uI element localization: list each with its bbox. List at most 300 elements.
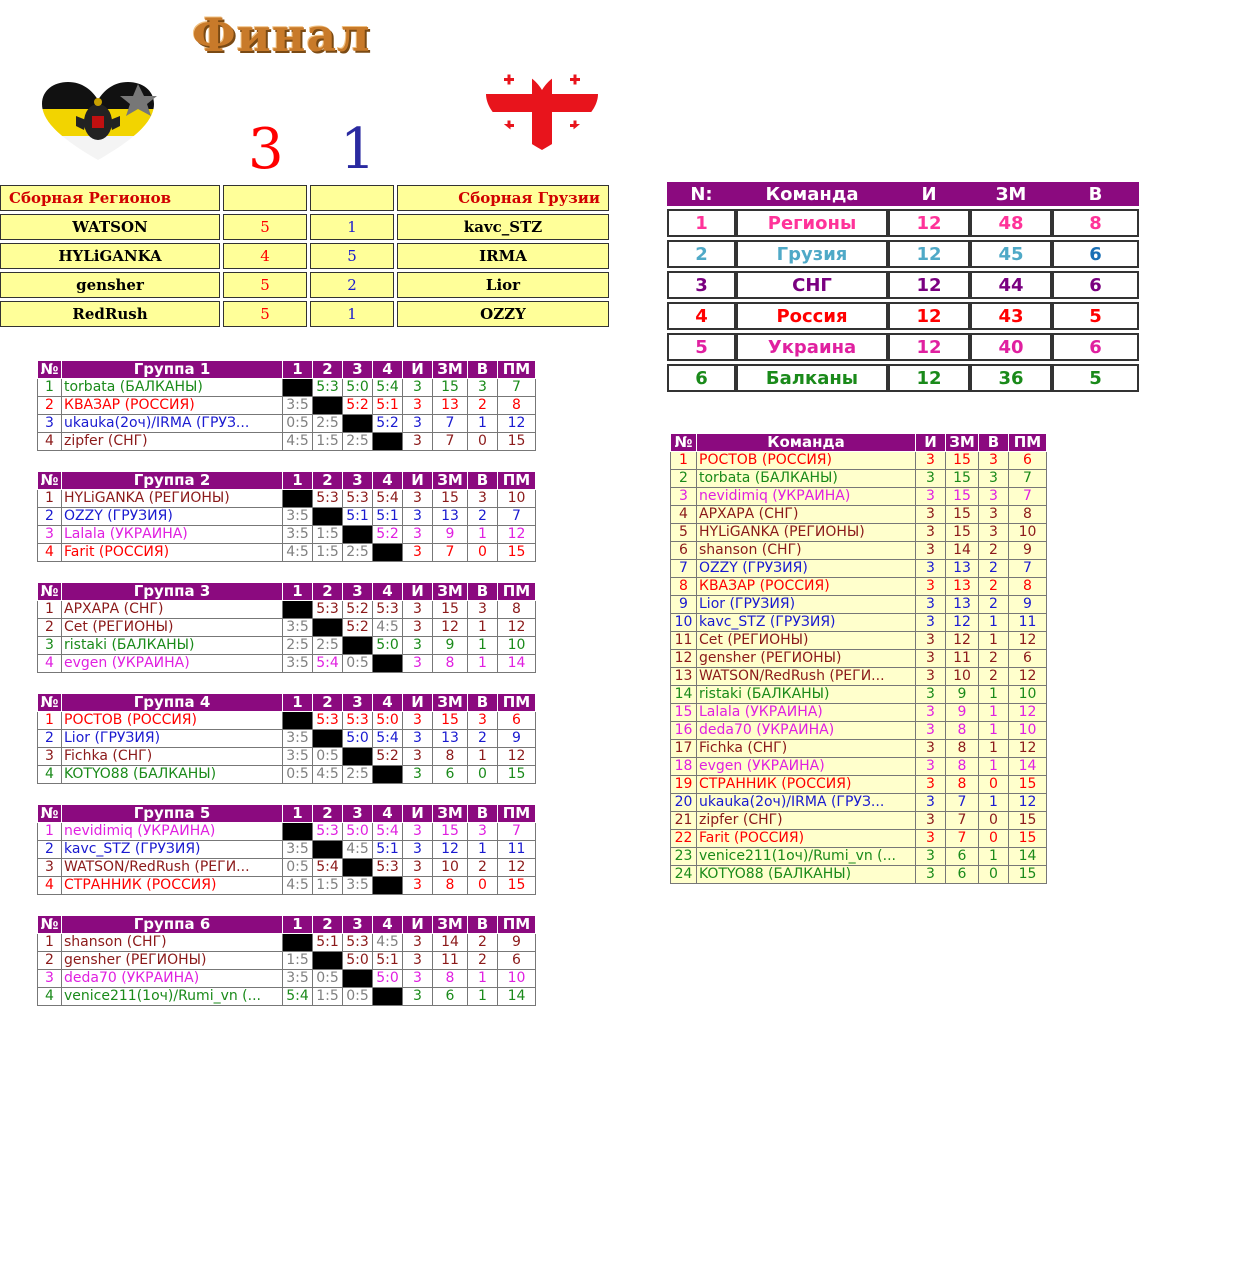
rank-number: 2: [671, 470, 697, 488]
match-score-cell: 5:4: [373, 379, 403, 397]
rank-number: 5: [667, 333, 736, 361]
match-score-cell: 0:5: [283, 859, 313, 877]
match-score-cell: 5:0: [373, 637, 403, 655]
player-name: ristaki (БАЛКАНЫ): [62, 637, 283, 655]
match-score-cell: 5:3: [373, 859, 403, 877]
ranking-row: [671, 686, 1047, 704]
column-header: 2: [313, 805, 343, 823]
standings-row: [667, 271, 1139, 299]
player-name: OZZY (ГРУЗИЯ): [697, 560, 916, 578]
rank-number: 3: [667, 271, 736, 299]
page-title: Финал: [192, 8, 371, 62]
group-player-row: [38, 841, 536, 859]
wins: 1: [468, 748, 498, 766]
wins: 1: [468, 415, 498, 433]
games-played: 12: [888, 271, 970, 299]
team-name: СНГ: [736, 271, 888, 299]
column-header: 1: [283, 583, 313, 601]
self-match-cell: [313, 952, 343, 970]
games-played: 3: [916, 578, 946, 596]
group-title: Группа 4: [62, 694, 283, 712]
score-right: 1: [340, 117, 376, 182]
points-missed: 12: [498, 415, 536, 433]
wins: 3: [468, 823, 498, 841]
games-played: 3: [403, 934, 433, 952]
points-missed: 15: [1009, 830, 1047, 848]
player-name: Fichka (СНГ): [697, 740, 916, 758]
points-scored: 15: [946, 506, 979, 524]
points-scored: 13: [433, 397, 468, 415]
match-score-cell: 4:5: [343, 841, 373, 859]
match-score-cell: 4:5: [283, 544, 313, 562]
player-name: kavc_STZ (ГРУЗИЯ): [62, 841, 283, 859]
points-scored: 15: [433, 601, 468, 619]
games-played: 3: [916, 830, 946, 848]
points-scored: 15: [946, 452, 979, 470]
games-played: 3: [916, 686, 946, 704]
group-player-row: [38, 415, 536, 433]
group-player-row: [38, 619, 536, 637]
player-left: gensher: [0, 272, 220, 298]
match-score-cell: 5:4: [373, 490, 403, 508]
rank-number: 7: [671, 560, 697, 578]
ranking-row: [671, 704, 1047, 722]
rank-number: 1: [671, 452, 697, 470]
points-scored: 13: [946, 596, 979, 614]
player-name: Lalala (УКРАИНА): [62, 526, 283, 544]
player-name: ristaki (БАЛКАНЫ): [697, 686, 916, 704]
row-number: 2: [38, 508, 62, 526]
points-scored: 15: [946, 524, 979, 542]
games-played: 3: [916, 524, 946, 542]
column-header: 4: [373, 694, 403, 712]
player-name: Lalala (УКРАИНА): [697, 704, 916, 722]
games-played: 3: [916, 722, 946, 740]
score-left-cell: 5: [223, 301, 307, 327]
points-missed: 7: [1009, 560, 1047, 578]
match-score-cell: 5:0: [343, 379, 373, 397]
wins: 2: [979, 560, 1009, 578]
points-scored: 15: [946, 488, 979, 506]
player-name: Cet (РЕГИОНЫ): [62, 619, 283, 637]
points-scored: 9: [433, 637, 468, 655]
points-scored: 6: [433, 988, 468, 1006]
games-played: 3: [403, 877, 433, 895]
games-played: 3: [916, 560, 946, 578]
wins: 6: [1052, 271, 1139, 299]
points-missed: 10: [498, 970, 536, 988]
score-right-cell: 2: [310, 272, 394, 298]
points-missed: 12: [1009, 632, 1047, 650]
ranking-row: [671, 740, 1047, 758]
wins: 6: [1052, 240, 1139, 268]
column-header: ПМ: [498, 472, 536, 490]
rank-number: 24: [671, 866, 697, 884]
points-scored: 8: [946, 776, 979, 794]
row-number: 1: [38, 490, 62, 508]
team-name: Балканы: [736, 364, 888, 392]
points-missed: 7: [1009, 470, 1047, 488]
column-header: В: [468, 694, 498, 712]
games-played: 3: [403, 952, 433, 970]
column-header: И: [916, 434, 946, 452]
column-header: В: [468, 472, 498, 490]
team-name: Регионы: [736, 209, 888, 237]
final-header-row: [0, 185, 609, 211]
points-missed: 7: [498, 508, 536, 526]
points-missed: 7: [498, 379, 536, 397]
column-header: 4: [373, 805, 403, 823]
rank-number: 3: [671, 488, 697, 506]
row-number: 1: [38, 601, 62, 619]
wins: 1: [979, 722, 1009, 740]
match-score-cell: 5:1: [313, 934, 343, 952]
wins: 3: [979, 470, 1009, 488]
games-played: 3: [403, 988, 433, 1006]
games-played: 3: [403, 601, 433, 619]
wins: 0: [468, 877, 498, 895]
group-header-row: [38, 916, 536, 934]
ranking-row: [671, 722, 1047, 740]
match-score-cell: 5:3: [343, 490, 373, 508]
points-scored: 12: [946, 614, 979, 632]
wins: 1: [979, 632, 1009, 650]
player-name: WATSON/RedRush (РЕГИ...: [62, 859, 283, 877]
rank-number: 6: [667, 364, 736, 392]
match-score-cell: 2:5: [343, 766, 373, 784]
wins: 1: [979, 686, 1009, 704]
column-header: №: [38, 805, 62, 823]
player-name: zipfer (СНГ): [62, 433, 283, 451]
column-header: ПМ: [498, 805, 536, 823]
player-name: КВАЗАР (РОССИЯ): [62, 397, 283, 415]
wins: 3: [468, 379, 498, 397]
points-missed: 9: [498, 730, 536, 748]
row-number: 4: [38, 655, 62, 673]
games-played: 3: [916, 506, 946, 524]
points-missed: 12: [498, 526, 536, 544]
group-header-row: [38, 361, 536, 379]
match-score-cell: 5:3: [343, 712, 373, 730]
row-number: 1: [38, 823, 62, 841]
column-header: В: [468, 583, 498, 601]
group-title: Группа 6: [62, 916, 283, 934]
row-number: 4: [38, 766, 62, 784]
column-header: N:: [667, 182, 736, 206]
ranking-row: [671, 488, 1047, 506]
player-right: OZZY: [397, 301, 609, 327]
games-played: 12: [888, 302, 970, 330]
player-name: evgen (УКРАИНА): [697, 758, 916, 776]
team-name: Грузия: [736, 240, 888, 268]
score-left: 3: [248, 117, 284, 182]
games-played: 12: [888, 240, 970, 268]
points-scored: 6: [946, 866, 979, 884]
match-score-cell: 1:5: [313, 544, 343, 562]
player-name: Farit (РОССИЯ): [62, 544, 283, 562]
games-played: 3: [916, 668, 946, 686]
standings-row: [667, 364, 1139, 392]
group-player-row: [38, 544, 536, 562]
group-title: Группа 1: [62, 361, 283, 379]
match-score-cell: 4:5: [373, 934, 403, 952]
points-scored: 9: [946, 704, 979, 722]
player-name: gensher (РЕГИОНЫ): [697, 650, 916, 668]
wins: 2: [979, 596, 1009, 614]
points-missed: 12: [1009, 740, 1047, 758]
wins: 2: [468, 508, 498, 526]
group-title: Группа 2: [62, 472, 283, 490]
self-match-cell: [373, 988, 403, 1006]
player-right: IRMA: [397, 243, 609, 269]
wins: 0: [979, 830, 1009, 848]
column-header: 2: [313, 472, 343, 490]
column-header: №: [38, 583, 62, 601]
group-player-row: [38, 490, 536, 508]
points-missed: 14: [498, 988, 536, 1006]
column-header: И: [403, 361, 433, 379]
games-played: 3: [916, 848, 946, 866]
standings-row: [667, 240, 1139, 268]
points-missed: 10: [498, 490, 536, 508]
self-match-cell: [373, 544, 403, 562]
self-match-cell: [343, 970, 373, 988]
games-played: 3: [403, 970, 433, 988]
column-header: ПМ: [498, 916, 536, 934]
points-scored: 8: [946, 740, 979, 758]
wins: 1: [979, 758, 1009, 776]
points-missed: 15: [498, 877, 536, 895]
match-score-cell: 3:5: [343, 877, 373, 895]
team-left-name: Сборная Регионов: [0, 185, 220, 211]
match-score-cell: 0:5: [313, 970, 343, 988]
self-match-cell: [343, 415, 373, 433]
column-header: 2: [313, 694, 343, 712]
column-header: 3: [343, 916, 373, 934]
points-scored: 9: [433, 526, 468, 544]
group-title: Группа 3: [62, 583, 283, 601]
games-played: 3: [403, 508, 433, 526]
column-header: 3: [343, 361, 373, 379]
points-scored: 8: [433, 655, 468, 673]
match-score-cell: 0:5: [283, 415, 313, 433]
player-name: deda70 (УКРАИНА): [62, 970, 283, 988]
column-header: И: [403, 916, 433, 934]
column-header: ЗМ: [433, 916, 468, 934]
wins: 1: [979, 614, 1009, 632]
points-scored: 45: [970, 240, 1052, 268]
self-match-cell: [373, 877, 403, 895]
match-score-cell: 5:1: [373, 841, 403, 859]
player-left: RedRush: [0, 301, 220, 327]
column-header: И: [403, 472, 433, 490]
wins: 1: [468, 526, 498, 544]
group-player-row: [38, 988, 536, 1006]
rank-number: 2: [667, 240, 736, 268]
wins: 2: [468, 934, 498, 952]
points-missed: 11: [1009, 614, 1047, 632]
ranking-row: [671, 866, 1047, 884]
match-score-cell: 5:0: [343, 952, 373, 970]
points-missed: 12: [498, 619, 536, 637]
group-header-row: [38, 472, 536, 490]
match-score-cell: 5:2: [343, 397, 373, 415]
self-match-cell: [283, 601, 313, 619]
match-score-cell: 5:3: [343, 934, 373, 952]
points-missed: 15: [1009, 812, 1047, 830]
games-played: 3: [403, 712, 433, 730]
group-player-row: [38, 934, 536, 952]
points-scored: 7: [433, 544, 468, 562]
points-missed: 9: [498, 934, 536, 952]
wins: 1: [468, 988, 498, 1006]
match-score-cell: 5:1: [343, 508, 373, 526]
group-header-row: [38, 583, 536, 601]
points-missed: 15: [1009, 866, 1047, 884]
self-match-cell: [283, 490, 313, 508]
ranking-row: [671, 794, 1047, 812]
player-name: zipfer (СНГ): [697, 812, 916, 830]
ranking-row: [671, 452, 1047, 470]
column-header: И: [403, 694, 433, 712]
team-name: Россия: [736, 302, 888, 330]
points-scored: 12: [433, 841, 468, 859]
match-score-cell: 0:5: [343, 988, 373, 1006]
column-header: В: [468, 916, 498, 934]
match-score-cell: 5:2: [343, 601, 373, 619]
ranking-row: [671, 506, 1047, 524]
games-played: 3: [916, 776, 946, 794]
ranking-row: [671, 776, 1047, 794]
games-played: 3: [916, 470, 946, 488]
wins: 3: [468, 712, 498, 730]
games-played: 3: [403, 544, 433, 562]
score-right-cell: 5: [310, 243, 394, 269]
rank-number: 5: [671, 524, 697, 542]
row-number: 3: [38, 526, 62, 544]
row-number: 3: [38, 859, 62, 877]
wins: 3: [468, 601, 498, 619]
rank-number: 13: [671, 668, 697, 686]
row-number: 2: [38, 952, 62, 970]
points-scored: 13: [946, 578, 979, 596]
rank-number: 17: [671, 740, 697, 758]
match-score-cell: 1:5: [313, 526, 343, 544]
points-scored: 8: [433, 748, 468, 766]
match-score-cell: 5:3: [313, 490, 343, 508]
games-played: 3: [403, 415, 433, 433]
group-player-row: [38, 397, 536, 415]
column-header: ЗМ: [946, 434, 979, 452]
player-name: ukauka(2оч)/IRMA (ГРУЗ...: [62, 415, 283, 433]
points-missed: 12: [1009, 668, 1047, 686]
self-match-cell: [313, 841, 343, 859]
points-scored: 15: [433, 712, 468, 730]
group-player-row: [38, 748, 536, 766]
points-missed: 15: [498, 544, 536, 562]
games-played: 12: [888, 333, 970, 361]
wins: 0: [979, 776, 1009, 794]
player-name: АРХАРА (СНГ): [62, 601, 283, 619]
match-score-cell: 2:5: [343, 544, 373, 562]
points-scored: 11: [433, 952, 468, 970]
points-missed: 10: [498, 637, 536, 655]
points-missed: 9: [1009, 542, 1047, 560]
points-scored: 10: [433, 859, 468, 877]
final-match-row: [0, 272, 609, 298]
group-player-row: [38, 952, 536, 970]
wins: 2: [979, 578, 1009, 596]
self-match-cell: [343, 748, 373, 766]
player-name: ukauka(2оч)/IRMA (ГРУЗ...: [697, 794, 916, 812]
player-name: Fichka (СНГ): [62, 748, 283, 766]
ranking-row: [671, 578, 1047, 596]
player-left: HYLiGANKA: [0, 243, 220, 269]
player-name: HYLiGANKA (РЕГИОНЫ): [62, 490, 283, 508]
points-scored: 44: [970, 271, 1052, 299]
wins: 0: [979, 812, 1009, 830]
games-played: 3: [403, 379, 433, 397]
points-scored: 11: [946, 650, 979, 668]
column-header: ПМ: [498, 361, 536, 379]
column-header: 1: [283, 694, 313, 712]
player-name: evgen (УКРАИНА): [62, 655, 283, 673]
player-name: kavc_STZ (ГРУЗИЯ): [697, 614, 916, 632]
rank-number: 23: [671, 848, 697, 866]
column-header: 4: [373, 472, 403, 490]
column-header: И: [403, 805, 433, 823]
score-right-cell: 1: [310, 301, 394, 327]
points-missed: 6: [1009, 452, 1047, 470]
wins: 2: [468, 859, 498, 877]
self-match-cell: [313, 730, 343, 748]
player-name: gensher (РЕГИОНЫ): [62, 952, 283, 970]
match-score-cell: 1:5: [283, 952, 313, 970]
ranking-row: [671, 848, 1047, 866]
rank-number: 19: [671, 776, 697, 794]
wins: 3: [979, 524, 1009, 542]
score-right-cell: 1: [310, 214, 394, 240]
row-number: 1: [38, 712, 62, 730]
group-table: [37, 582, 536, 673]
self-match-cell: [373, 655, 403, 673]
final-matches-table: [0, 182, 612, 330]
column-header: ЗМ: [433, 805, 468, 823]
row-number: 3: [38, 748, 62, 766]
group-table: [37, 471, 536, 562]
ranking-row: [671, 560, 1047, 578]
column-header: В: [979, 434, 1009, 452]
match-score-cell: 5:1: [373, 508, 403, 526]
points-scored: 15: [433, 823, 468, 841]
wins: 1: [468, 619, 498, 637]
ranking-row: [671, 758, 1047, 776]
points-scored: 8: [433, 970, 468, 988]
points-missed: 10: [1009, 686, 1047, 704]
self-match-cell: [343, 859, 373, 877]
points-scored: 9: [946, 686, 979, 704]
column-header: №: [38, 694, 62, 712]
match-score-cell: 5:4: [313, 859, 343, 877]
ranking-row: [671, 542, 1047, 560]
self-match-cell: [313, 619, 343, 637]
match-score-cell: 0:5: [343, 655, 373, 673]
match-score-cell: 5:1: [373, 952, 403, 970]
points-missed: 12: [498, 748, 536, 766]
player-name: deda70 (УКРАИНА): [697, 722, 916, 740]
georgia-heart-flag-icon: [482, 72, 602, 152]
points-scored: 7: [946, 812, 979, 830]
